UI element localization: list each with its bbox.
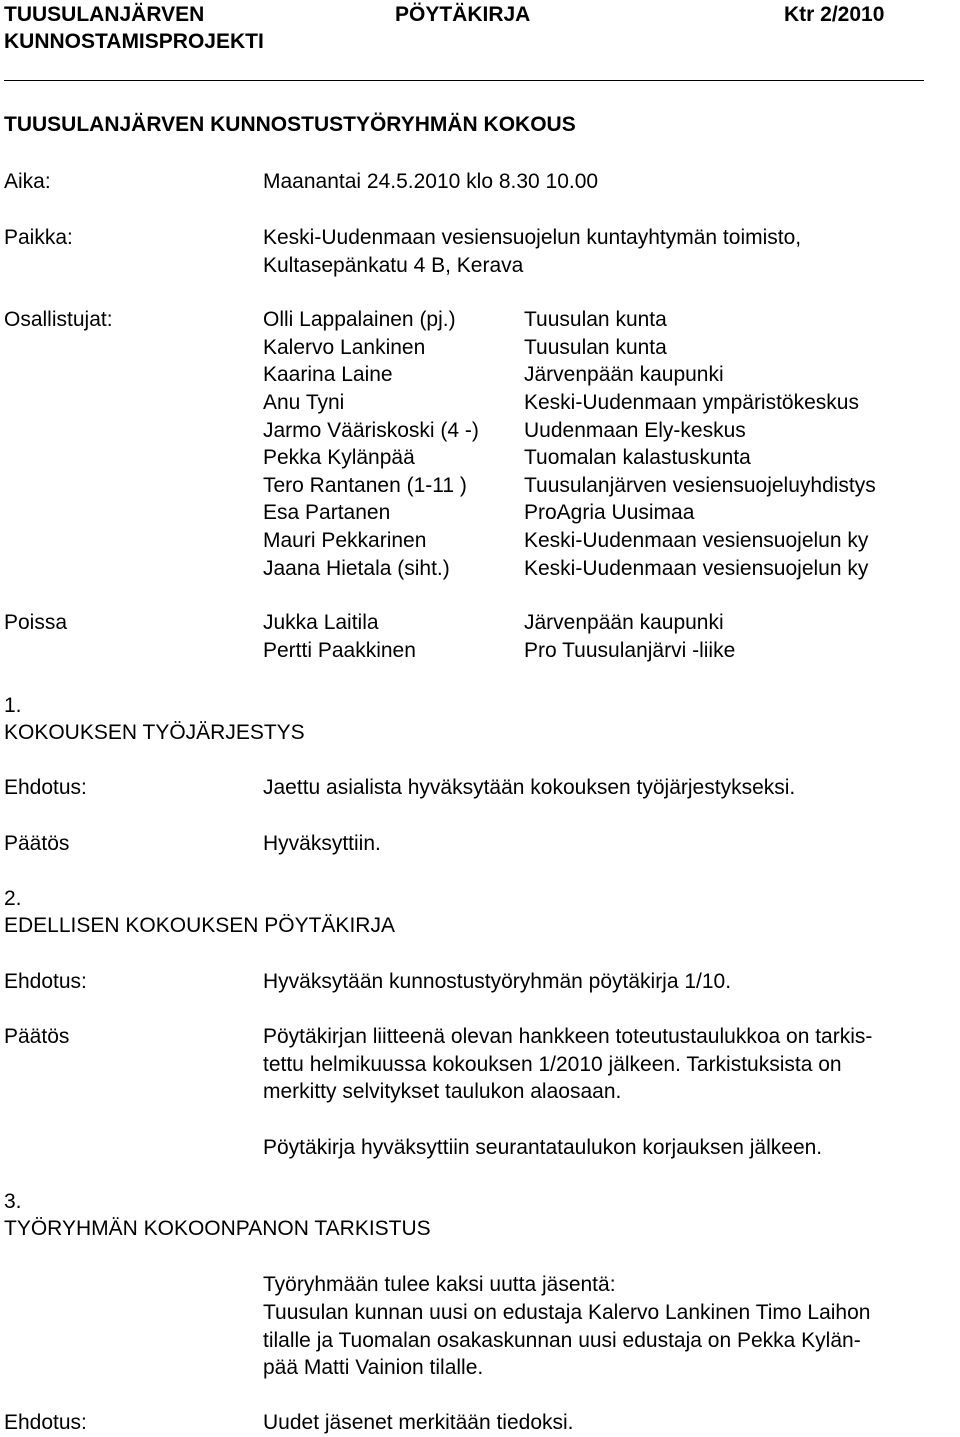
participant-name: Esa Partanen — [263, 501, 391, 524]
participant-name: Kalervo Lankinen — [263, 336, 426, 359]
section3-body-line: pää Matti Vainion tilalle. — [263, 1356, 484, 1379]
time-label: Aika: — [4, 170, 51, 193]
section3-proposal-text: Uudet jäsenet merkitään tiedoksi. — [263, 1411, 574, 1434]
participant-name: Jaana Hietala (siht.) — [263, 557, 450, 580]
header-doc-ref: Ktr 2/2010 — [784, 3, 885, 26]
section3-proposal-label: Ehdotus: — [4, 1411, 87, 1434]
section1-title: KOKOUKSEN TYÖJÄRJESTYS — [4, 721, 305, 744]
section2-title: EDELLISEN KOKOUKSEN PÖYTÄKIRJA — [4, 914, 395, 937]
participants-label: Osallistujat: — [4, 308, 113, 331]
section2-decision-label: Päätös — [4, 1025, 70, 1048]
place-line2: Kultasepänkatu 4 B, Kerava — [263, 254, 524, 277]
section3-body-line: tilalle ja Tuomalan osakaskunnan uusi edustaja on Pekka Kylän- — [263, 1329, 861, 1352]
section1-proposal-text: Jaettu asialista hyväksytään kokouksen työjärjestykseksi. — [263, 776, 796, 799]
section1-decision-text: Hyväksyttiin. — [263, 832, 381, 855]
header-org-line2: KUNNOSTAMISPROJEKTI — [4, 30, 264, 53]
section2-decision-line: Pöytäkirja hyväksyttiin seurantataulukon korjauksen jälkeen. — [263, 1136, 823, 1159]
participant-name: Anu Tyni — [263, 391, 345, 414]
section2-proposal-text: Hyväksytään kunnostustyöryhmän pöytäkirja 1/10. — [263, 970, 732, 993]
participant-org: Tuusulan kunta — [524, 336, 667, 359]
participant-org: Keski-Uudenmaan ympäristökeskus — [524, 391, 859, 414]
section3-title: TYÖRYHMÄN KOKOONPANON TARKISTUS — [4, 1217, 431, 1240]
participant-org: Tuomalan kalastuskunta — [524, 446, 751, 469]
place-label: Paikka: — [4, 226, 73, 249]
participant-org: Järvenpään kaupunki — [524, 363, 724, 386]
absent-name: Pertti Paakkinen — [263, 639, 416, 662]
section3-body-line: Työryhmään tulee kaksi uutta jäsentä: — [263, 1273, 616, 1296]
participant-name: Kaarina Laine — [263, 363, 393, 386]
participant-name: Jarmo Vääriskoski (4 -) — [263, 419, 479, 442]
section3-body-line: Tuusulan kunnan uusi on edustaja Kalervo Lankinen Timo Laihon — [263, 1301, 871, 1324]
section2-number: 2. — [4, 887, 22, 910]
section2-decision-line: Pöytäkirjan liitteenä olevan hankkeen toteutustaulukkoa on tarkis- — [263, 1025, 873, 1048]
absent-name: Jukka Laitila — [263, 611, 379, 634]
section1-proposal-label: Ehdotus: — [4, 776, 87, 799]
time-value: Maanantai 24.5.2010 klo 8.30 10.00 — [263, 170, 599, 193]
participant-org: Uudenmaan Ely-keskus — [524, 419, 746, 442]
place-line1: Keski-Uudenmaan vesiensuojelun kuntayhtymän toimisto, — [263, 226, 802, 249]
meeting-title: TUUSULANJÄRVEN KUNNOSTUSTYÖRYHMÄN KOKOUS — [4, 113, 576, 136]
section2-decision-line: merkitty selvitykset taulukon alaosaan. — [263, 1080, 622, 1103]
absent-label: Poissa — [4, 611, 68, 634]
header-doc-type: PÖYTÄKIRJA — [395, 3, 531, 26]
section1-decision-label: Päätös — [4, 832, 70, 855]
participant-name: Tero Rantanen (1-11 ) — [263, 474, 467, 497]
participant-org: Tuusulan kunta — [524, 308, 667, 331]
participant-name: Mauri Pekkarinen — [263, 529, 427, 552]
section2-decision-line: tettu helmikuussa kokouksen 1/2010 jälkeen. Tarkistuksista on — [263, 1053, 842, 1076]
participant-name: Olli Lappalainen (pj.) — [263, 308, 456, 331]
absent-org: Pro Tuusulanjärvi -liike — [524, 639, 736, 662]
header-divider — [4, 80, 924, 81]
participant-org: Keski-Uudenmaan vesiensuojelun ky — [524, 557, 869, 580]
participant-org: ProAgria Uusimaa — [524, 501, 695, 524]
participant-org: Tuusulanjärven vesiensuojeluyhdistys — [524, 474, 876, 497]
header-org-line1: TUUSULANJÄRVEN — [4, 3, 205, 26]
participant-name: Pekka Kylänpää — [263, 446, 415, 469]
absent-org: Järvenpään kaupunki — [524, 611, 724, 634]
section2-proposal-label: Ehdotus: — [4, 970, 87, 993]
participant-org: Keski-Uudenmaan vesiensuojelun ky — [524, 529, 869, 552]
section3-number: 3. — [4, 1190, 22, 1213]
section1-number: 1. — [4, 694, 22, 717]
